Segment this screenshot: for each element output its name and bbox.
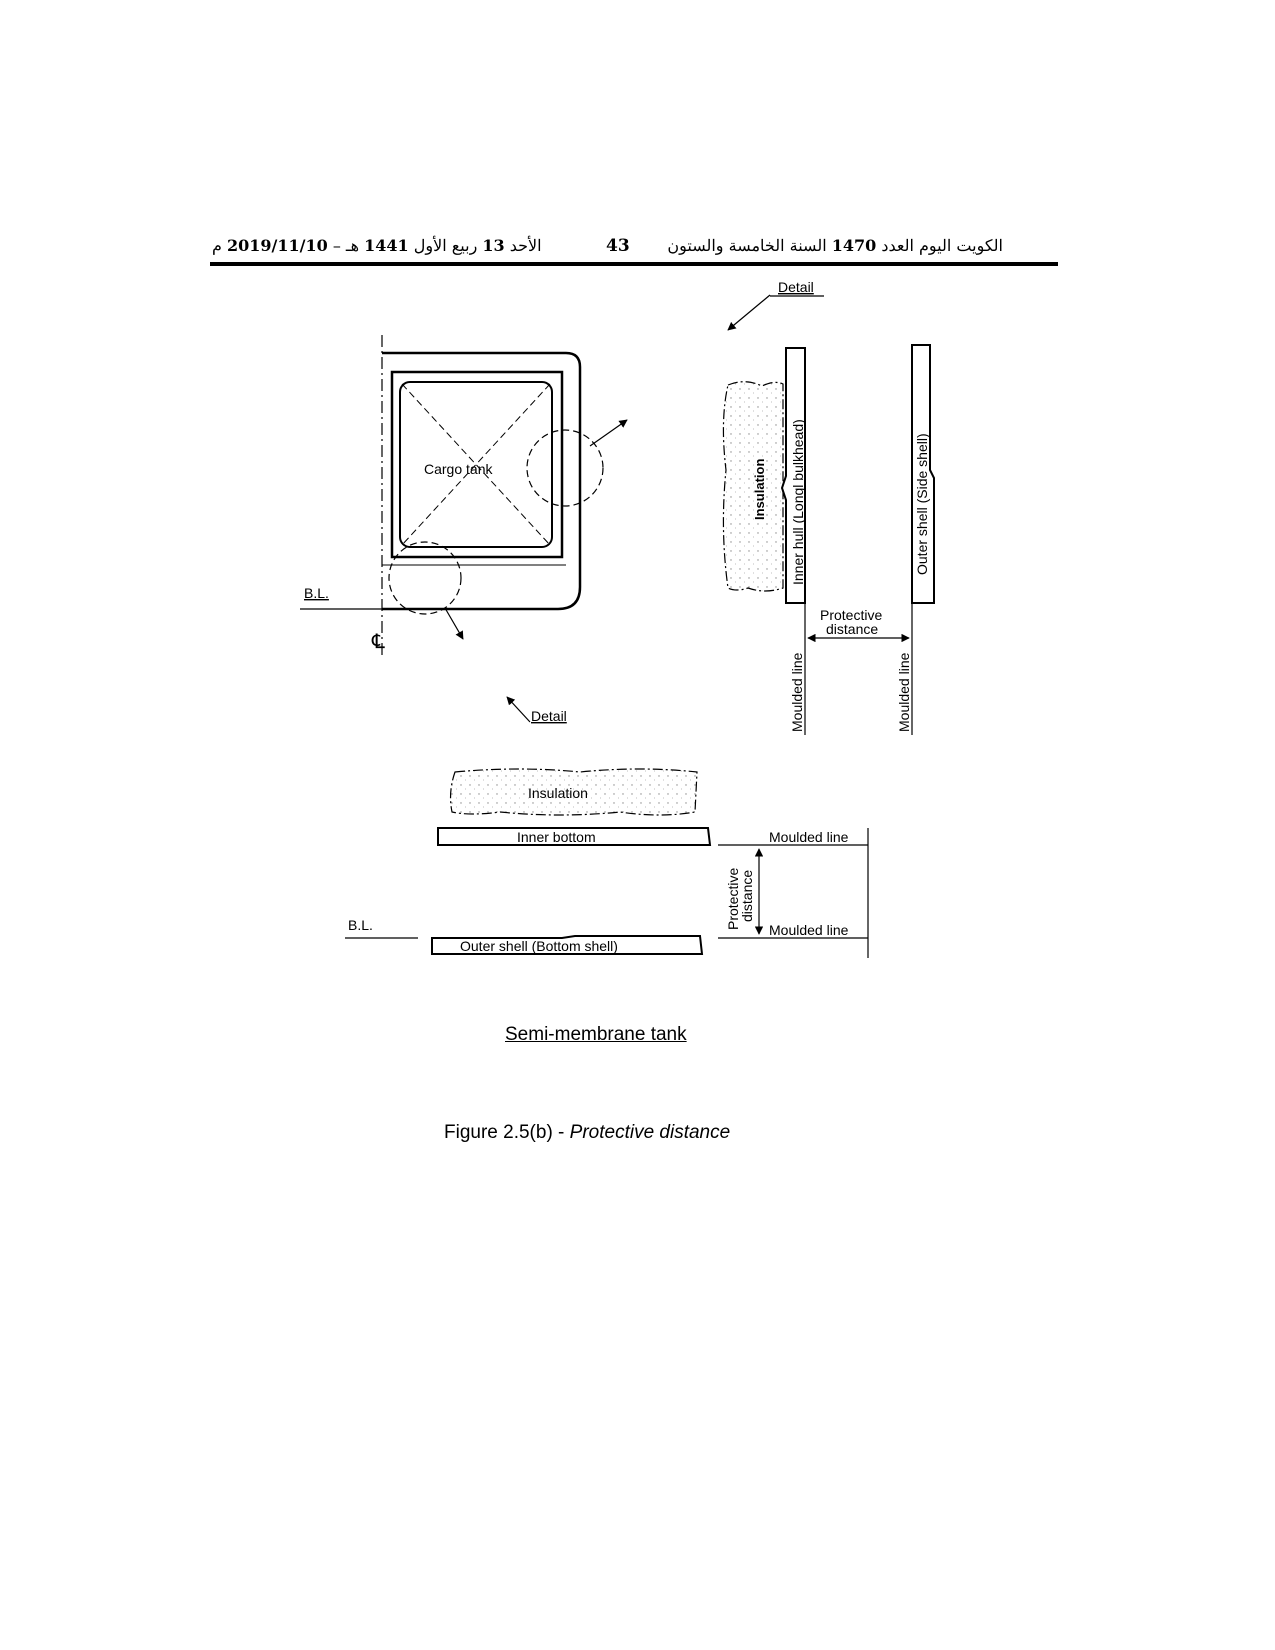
detail-leader-top [728,295,770,330]
header-issue-number: 1470 [831,236,877,255]
detail-arrow-bottom [445,608,463,639]
inner-hull-label: Inner hull (Longl bulkhead) [790,419,806,585]
header-publication-suffix: السنة الخامسة والستون [667,236,827,255]
detail-leader-bottom [507,697,530,722]
detail-circle-bottom [389,542,461,614]
inner-bottom-label: Inner bottom [517,829,596,845]
figure-number: Figure 2.5(b) - [444,1122,565,1143]
header-hijri-year: 1441 [364,236,409,255]
header-day-number: 13 [482,236,505,255]
protective-side-label-2: distance [826,621,879,637]
protective-bottom-label-1: Protective [725,867,741,930]
baseline-bottom-label: B.L. [348,917,373,933]
moulded-line-right-label: Moulded line [896,652,912,732]
baseline-top-label: B.L. [304,585,329,601]
outer-shell-bottom-label: Outer shell (Bottom shell) [460,938,618,954]
tank-type-caption: Semi-membrane tank [505,1024,687,1045]
header-hijri-suffix: هـ – [332,236,360,255]
side-insulation-label: Insulation [752,458,767,520]
figure-caption [444,1122,730,1144]
centerline-symbol: ℄ [372,631,385,653]
detail-circle-side [527,430,603,506]
header-day: الأحد [509,236,542,255]
detail-arrow-side [590,420,627,446]
header-publication-prefix: الكويت اليوم العدد [881,236,1003,255]
bottom-insulation-label: Insulation [528,785,588,801]
hull-outline [382,353,580,609]
page-number: 43 [606,236,630,256]
moulded-line-upper-label: Moulded line [769,829,849,845]
protective-side-label-1: Protective [820,607,883,623]
figure-title: Protective distance [569,1122,731,1143]
header-gregorian-date: 2019/11/10 [227,236,328,255]
cargo-tank-label: Cargo tank [424,461,493,477]
protective-bottom-label-2: distance [739,869,755,922]
outer-shell-side-label: Outer shell (Side shell) [914,433,930,575]
header-gregorian-suffix: م [212,236,222,255]
detail-top-label: Detail [778,279,814,295]
detail-bottom-label: Detail [531,708,567,724]
moulded-line-lower-label: Moulded line [769,922,849,938]
moulded-line-left-label: Moulded line [789,652,805,732]
header-hijri-month: ربيع الأول [413,236,478,255]
